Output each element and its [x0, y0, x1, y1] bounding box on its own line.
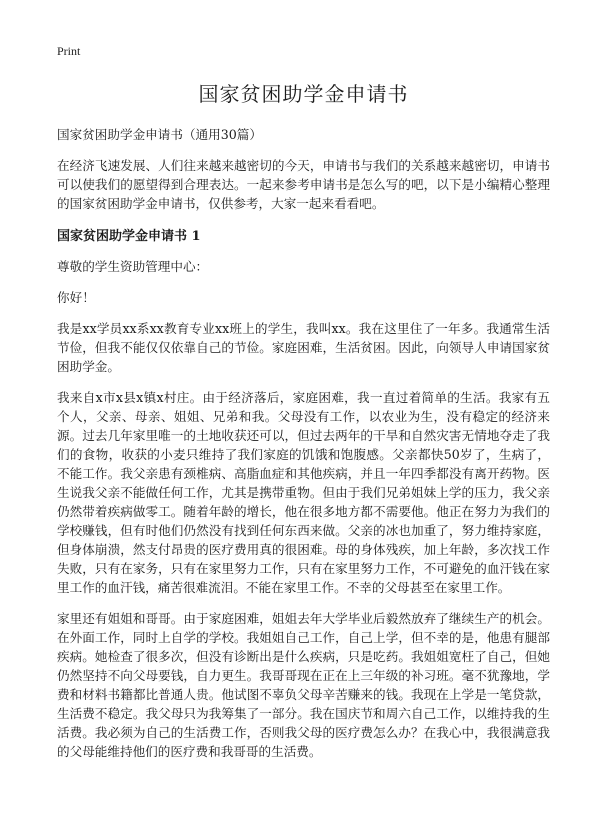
body-paragraph-1: 我是xx学员xx系xx教育专业xx班上的学生，我叫xx。我在这里住了一年多。我通常生活节俭，但我不能仅仅依靠自己的节俭。家庭困难，生活贫困。因此，向领导人申请国家贫困助学金。 — [57, 321, 550, 374]
intro-paragraph: 在经济飞速发展、人们往来越来越密切的今天，申请书与我们的关系越来越密切，申请书可以使我们的愿望得到合理表达。一起来参考申请书是怎么写的吧，以下是小编精心整理的国家贫困助学金申请书，仅供参考，大家一起来看看吧。 — [57, 158, 550, 211]
print-link[interactable]: Print — [57, 44, 81, 58]
greeting: 你好！ — [57, 290, 95, 305]
section-heading: 国家贫困助学金申请书 1 — [57, 229, 201, 244]
document-subtitle: 国家贫困助学金申请书（通用30篇） — [57, 127, 262, 142]
body-paragraph-2: 我来自x市x县x镇x村庄。由于经济落后，家庭困难，我一直过着简单的生活。我家有五个人，父亲、母亲、姐姐、兄弟和我。父母没有工作，以农业为生，没有稳定的经济来源。过去几年家里唯一的土地收获还可以，但过去两年的干旱和自然灾害无情地夺走了我们的食物，收获的小麦只维持了我们家庭的饥饿和饱腹感。父亲都快50岁了，生病了，不能工作。我父亲患有颈椎病、高脂血症和其他疾病，并且一年四季都没有离开药物。医生说我父亲不能做任何工作，尤其是携带重物。但由于我们兄弟姐妹上学的压力，我父亲仍然带着疾病做零工。随着年龄的增长，他在很多地方都不需要他。他正在努力为我们的学校赚钱，但有时他们仍然没有找到任何东西来做。父亲的冰也加重了，努力维持家庭，但身体崩溃，然支付昂贵的医疗费用真的很困难。母的身体残疾，加上年龄，多次找工作失败，只有在家务，只有在家里努力工作，只有在家里努力工作，不可避免的血汗钱在家里工作的血汗钱，痛苦很难流泪。不能在家里工作。不幸的父母甚至在家里工作。 — [57, 390, 550, 595]
document-body — [57, 78, 550, 773]
document-title: 国家贫困助学金申请书 — [198, 82, 409, 106]
salutation: 尊敬的学生资助管理中心： — [57, 259, 209, 274]
body-paragraph-3: 家里还有姐姐和哥哥。由于家庭困难，姐姐去年大学毕业后毅然放弃了继续生产的机会。在外面工作，同时上自学的学校。我姐姐自己工作，自己上学，但不幸的是，他患有腿部疾病。她检查了很多次，但没有诊断出是什么疾病，只是吃药。我姐姐宽枉了自己，但她仍然坚持不向父母要钱，自力更生。我哥哥现在正在上三年级的补习班。毫不犹豫地，学费和材料书籍都比普通人贵。他试图不辜负父母辛苦赚来的钱。我现在上学是一笔贷款，生活费不稳定。我父母只为我筹集了一部分。我在国庆节和周六自己工作，以维持我的生活费。我必须为自己的生活费工作，否则我父母的医疗费怎么办？在我心中，我很满意我的父母能维持他们的医疗费和我哥哥的生活费。 — [57, 611, 550, 759]
